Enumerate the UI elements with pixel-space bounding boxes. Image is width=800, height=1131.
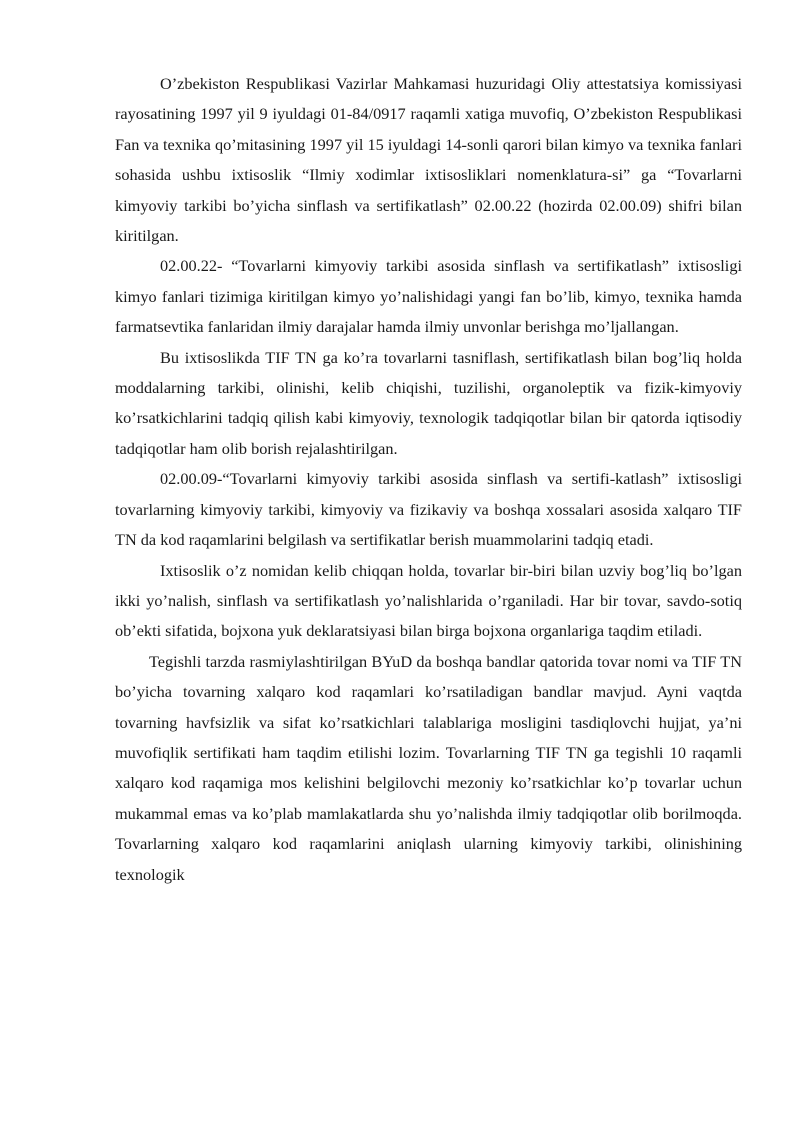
paragraph-2: 02.00.22- “Tovarlarni kimyoviy tarkibi asosida sinflash va sertifikatlash” ixtisosligi kimyo fanlari tizimiga kiritilgan kimyo yo’nalishidagi yangi fan bo’lib, kimyo, texnika hamda farmatsevtika fanlaridan ilmiy darajalar hamda ilmiy unvonlar berishga mo’ljallangan.: [115, 256, 742, 337]
paragraph-5: Ixtisoslik o’z nomidan kelib chiqqan holda, tovarlar bir-biri bilan uzviy bog’liq bo’lgan ikki yo’nalish, sinflash va sertifikatlash yo’nalishlarida o’rganiladi. Har bir tovar, savdo-sotiq ob’ekti sifatida, bojxona yuk deklaratsiyasi bilan birga bojxona organlariga taqdim etiladi.: [115, 560, 742, 641]
paragraph-6: Tegishli tarzda rasmiylashtirilgan BYuD da boshqa bandlar qatorida tovar nomi va TIF TN bo’yicha tovarning xalqaro kod raqamlari ko’rsatiladigan bandlar mavjud. Ayni vaqtda tovarning havfsizlik va sifat ko’rsatkichlari talablariga mosligini tasdiqlovchi hujjat, ya’ni muvofiqlik sertifikati ham taqdim etilishi lozim. Tovarlarning TIF TN ga tegishli 10 raqamli xalqaro kod raqamiga mos kelishini belgilovchi mezoniy ko’rsatkichlar ko’p tovarlar uchun mukammal emas va ko’plab mamlakatlarda shu yo’nalishda ilmiy tadqiqotlar olib borilmoqda. Tovarlarning xalqaro kod raqamlarini aniqlash ularning kimyoviy tarkibi, olinishining texnologik: [115, 651, 742, 884]
paragraph-1: O’zbekiston Respublikasi Vazirlar Mahkamasi huzuridagi Oliy attestatsiya komissiyasi rayosatining 1997 yil 9 iyuldagi 01-84/0917 raqamli xatiga muvofiq, O’zbekiston Respublikasi Fan va texnika qo’mitasining 1997 yil 15 iyuldagi 14-sonli qarori bilan kimyo va texnika fanlari sohasida ushbu ixtisoslik “Ilmiy xodimlar ixtisosliklari nomenklatura-si” ga “Tovarlarni kimyoviy tarkibi bo’yicha sinflash va sertifikatlash” 02.00.22 (hozirda 02.00.09) shifri bilan kiritilgan.: [115, 74, 742, 246]
paragraph-4: 02.00.09-“Tovarlarni kimyoviy tarkibi asosida sinflash va sertifi-katlash” ixtisosligi tovarlarning kimyoviy tarkibi, kimyoviy va fizikaviy va boshqa xossalari asosida xalqaro TIF TN da kod raqamlarini belgilash va sertifikatlar berish muammolarini tadqiq etadi.: [115, 469, 742, 550]
paragraph-3: Bu ixtisoslikda TIF TN ga ko’ra tovarlarni tasniflash, sertifikatlash bilan bog’liq holda moddalarning tarkibi, olinishi, kelib chiqishi, tuzilishi, organoleptik va fizik-kimyoviy ko’rsatkichlarini tadqiq qilish kabi kimyoviy, texnologik tadqiqotlar bilan bir qatorda iqtisodiy tadqiqotlar ham olib borish rejalashtirilgan.: [115, 347, 742, 458]
document-page: [115, 69, 742, 890]
